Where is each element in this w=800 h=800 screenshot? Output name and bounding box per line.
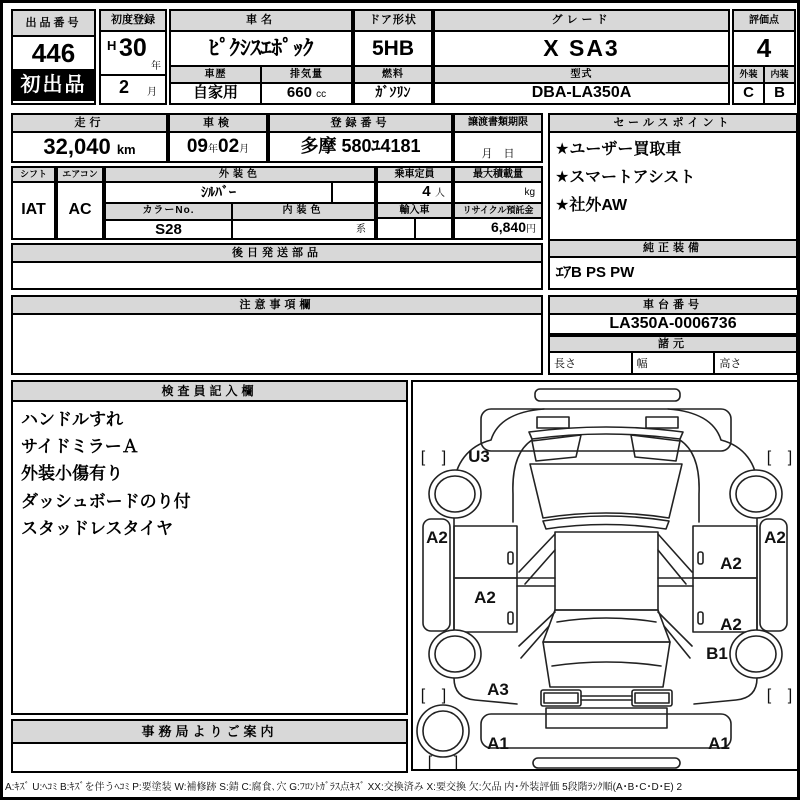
reg-year-unit: 年 (151, 61, 161, 72)
corner-mark: [ (766, 449, 772, 466)
chassis-number-block (548, 295, 798, 335)
score-label: 評価点 (734, 11, 794, 32)
first-registration-block (99, 9, 167, 105)
recycle-value: 6,840円 (490, 219, 536, 235)
exterior-color-label: 外装色 (106, 168, 374, 183)
first-listing-badge: 初出品 (13, 69, 94, 101)
auction-number-value: 446 (31, 38, 76, 68)
reg-month-unit: 月 (147, 87, 157, 98)
shift-value: IAT (21, 201, 46, 218)
sales-points-block (548, 113, 798, 290)
grade-block (433, 9, 730, 105)
inspection-value: 09年02月 (186, 136, 250, 157)
list-item: ★ユーザー買取車 (555, 141, 682, 158)
score-value: 4 (734, 32, 794, 67)
era-letter: H (107, 38, 117, 53)
office-info-block (11, 719, 408, 773)
mileage-block (11, 113, 168, 163)
import-cell-left (378, 219, 416, 238)
damage-diagram-block (411, 380, 800, 771)
shift-block (11, 166, 56, 240)
capacity-value: 4 人 (378, 183, 451, 204)
damage-code: A2 (764, 528, 786, 547)
corner-mark: ] (453, 754, 459, 769)
transfer-docs-label: 譲渡書類期限 (455, 115, 541, 133)
score-block (732, 9, 796, 105)
exterior-color-extra-cell (333, 183, 374, 202)
dimensions-block (548, 335, 798, 375)
exterior-label: 外装 (734, 67, 765, 82)
interior-value: B (774, 84, 785, 101)
interior-color-label: 内装色 (233, 204, 374, 219)
door-fuel-block (353, 9, 433, 105)
max-load-unit: kg (455, 183, 541, 204)
aircon-value: AC (68, 201, 92, 218)
legend-text: A:ｷｽﾞ U:ﾍｺﾐ B:ｷｽﾞを伴うﾍｺﾐ P:要塗装 W:補修跡 S:錆 C:腐食､穴 G:ﾌﾛﾝﾄｶﾞﾗｽ点ｷｽﾞ XX:交換済み X:要交換 欠:欠品 内･外装評価 5段階ﾗﾝｸ順(A･B･C･D･E) 2 (5, 782, 683, 793)
import-label: 輸入車 (378, 204, 451, 219)
reg-month: 2 (119, 77, 130, 97)
auction-number-block (11, 9, 96, 105)
mileage-unit: km (116, 142, 136, 157)
later-parts-block (11, 243, 543, 290)
aircon-label: エアコン (58, 168, 102, 183)
first-registration-year (101, 32, 165, 76)
damage-code: A1 (708, 734, 730, 753)
history-value: 自家用 (171, 84, 262, 103)
interior-label: 内装 (765, 67, 794, 82)
office-info-label: 事務局よりご案内 (13, 721, 406, 744)
corner-mark: ] (441, 449, 447, 466)
dimensions-label: 諸元 (550, 337, 796, 353)
corner-mark: ] (441, 687, 447, 704)
capacity-unit: 人 (435, 188, 445, 199)
notes-label: 注意事項欄 (13, 297, 541, 315)
door-shape-label: ドア形状 (355, 11, 431, 32)
color-no-label: カラーNo. (106, 204, 233, 219)
later-parts-value (13, 263, 541, 288)
exterior-value: C (734, 84, 765, 103)
list-item: ハンドルすれ (21, 410, 123, 429)
mileage-value: 32,040 km (43, 134, 136, 159)
max-load-label: 最大積載量 (455, 168, 541, 183)
corner-mark: [ (420, 449, 426, 466)
grade-label: グレード (435, 11, 728, 32)
transfer-docs-value: 月 日 (481, 148, 515, 160)
mileage-label: 走行 (13, 115, 166, 133)
chassis-number-label: 車台番号 (550, 297, 796, 315)
door-shape-value: 5HB (355, 32, 431, 67)
corner-mark: [ (420, 687, 426, 704)
list-item: ★スマートアシスト (555, 169, 696, 186)
corner-mark: [ (427, 754, 433, 769)
damage-code: A2 (426, 528, 448, 547)
reg-year: 30 (119, 34, 147, 62)
recycle-unit: 円 (526, 224, 536, 235)
car-name-value: ﾋﾟｸｼｽｴﾎﾟｯｸ (171, 32, 351, 67)
first-registration-month (101, 76, 165, 101)
import-cell-right (416, 219, 452, 238)
corner-mark: ] (787, 449, 793, 466)
capacity-block (376, 166, 453, 240)
office-info-value (13, 744, 406, 771)
registration-number-label: 登録番号 (270, 115, 451, 133)
inspection-label: 車検 (170, 115, 266, 133)
registration-number-value: 多摩 580ﾕ4181 (300, 136, 421, 156)
damage-code: A1 (487, 734, 509, 753)
later-parts-label: 後日発送部品 (13, 245, 541, 263)
damage-code: B1 (706, 644, 728, 663)
sales-points-list (550, 133, 796, 241)
interior-color-suffix: 系 (356, 224, 366, 235)
damage-code: A2 (474, 588, 496, 607)
displacement-label: 排気量 (262, 67, 351, 82)
transfer-docs-block (453, 113, 543, 163)
grade-value: X SA3 (435, 32, 728, 67)
fuel-label: 燃料 (355, 67, 431, 84)
history-label: 車歴 (171, 67, 262, 82)
load-recycle-block (453, 166, 543, 240)
oem-equipment-label: 純正装備 (550, 241, 796, 258)
shift-label: シフト (13, 168, 54, 183)
inspector-notes-label: 検査員記入欄 (13, 382, 406, 402)
list-item: サイドミラーＡ (21, 437, 139, 457)
model-code-value: DBA-LA350A (531, 84, 632, 101)
sales-points-label: セールスポイント (550, 115, 796, 133)
damage-code: A3 (487, 680, 509, 699)
color-block (104, 166, 376, 240)
damage-code: U3 (468, 447, 490, 466)
notes-block (11, 295, 543, 375)
damage-code: A2 (720, 554, 742, 573)
list-item: ダッシュボードのり付 (21, 491, 191, 511)
height-label: 高さ (719, 358, 742, 370)
corner-mark: ] (787, 687, 793, 704)
inspector-notes-list (13, 402, 406, 546)
inspector-notes-block (11, 380, 408, 715)
car-diagram (413, 382, 798, 769)
car-name-block (169, 9, 353, 105)
aircon-block (56, 166, 104, 240)
list-item: ★社外AW (555, 197, 628, 214)
chassis-number-value: LA350A-0006736 (609, 315, 737, 332)
model-code-label: 型式 (435, 67, 728, 84)
first-registration-label: 初度登録 (101, 11, 165, 32)
oem-equipment-value: ｴｱB PS PW (556, 264, 635, 281)
capacity-label: 乗車定員 (378, 168, 451, 183)
auction-number-label: 出品番号 (13, 11, 94, 37)
corner-mark: [ (766, 687, 772, 704)
car-name-label: 車名 (171, 11, 351, 32)
displacement-unit: cc (316, 89, 327, 100)
exterior-color-value: ｼﾙﾊﾞｰ (106, 183, 333, 202)
registration-number-block (268, 113, 453, 163)
color-no-value: S28 (106, 221, 233, 238)
displacement-value: 660 cc (286, 84, 327, 101)
inspection-block (168, 113, 268, 163)
notes-value (13, 315, 541, 373)
width-label: 幅 (633, 353, 716, 373)
list-item: スタッドレスタイヤ (21, 518, 174, 538)
damage-code: A2 (720, 615, 742, 634)
length-label: 長さ (550, 353, 633, 373)
fuel-value: ｶﾞｿﾘﾝ (375, 84, 411, 100)
recycle-label: リサイクル預託金 (455, 204, 541, 219)
list-item: 外装小傷有り (21, 464, 123, 484)
